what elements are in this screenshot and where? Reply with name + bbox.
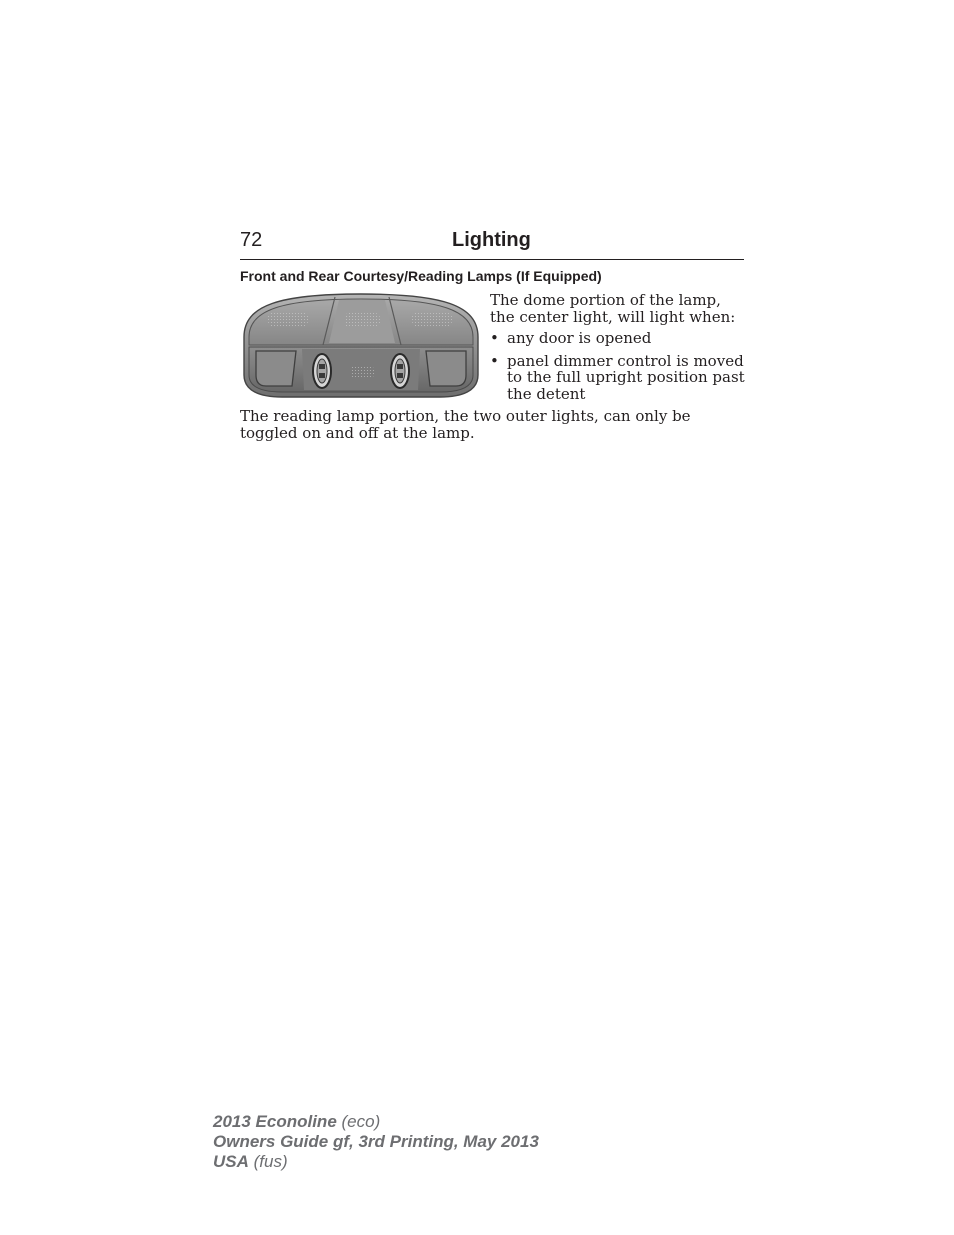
courtesy-lamp-illustration: [240, 291, 482, 399]
page-number: 72: [240, 229, 263, 251]
bullet-icon: •: [490, 351, 499, 370]
footer-line-2: Owners Guide gf, 3rd Printing, May 2013: [213, 1132, 539, 1151]
bullet-icon: •: [490, 329, 499, 347]
footer-line-3: [213, 1152, 539, 1172]
footer-model-code: (eco): [336, 1112, 381, 1131]
section-heading: Front and Rear Courtesy/Reading Lamps (If Equipped): [240, 268, 602, 284]
list-item: [490, 353, 746, 403]
list-item: [490, 330, 746, 347]
reading-lamp-paragraph: The reading lamp portion, the two outer lights, can only be toggled on and off at the lamp.: [240, 407, 691, 442]
header-rule: [240, 259, 744, 260]
intro-text: The dome portion of the lamp, the center light, will light when:: [490, 291, 736, 326]
footer-market: USA: [213, 1152, 249, 1171]
footer-market-code: (fus): [248, 1152, 288, 1171]
list-item-text: panel dimmer control is moved to the full upright position past the detent: [507, 351, 745, 403]
footer-line-1: [213, 1112, 539, 1132]
footer-model: 2013 Econoline: [213, 1112, 337, 1131]
chapter-title: Lighting: [452, 229, 531, 251]
list-item-text: any door is opened: [507, 329, 652, 347]
dome-light-description: [490, 292, 746, 408]
footer: [213, 1112, 539, 1172]
condition-list: [490, 330, 746, 402]
